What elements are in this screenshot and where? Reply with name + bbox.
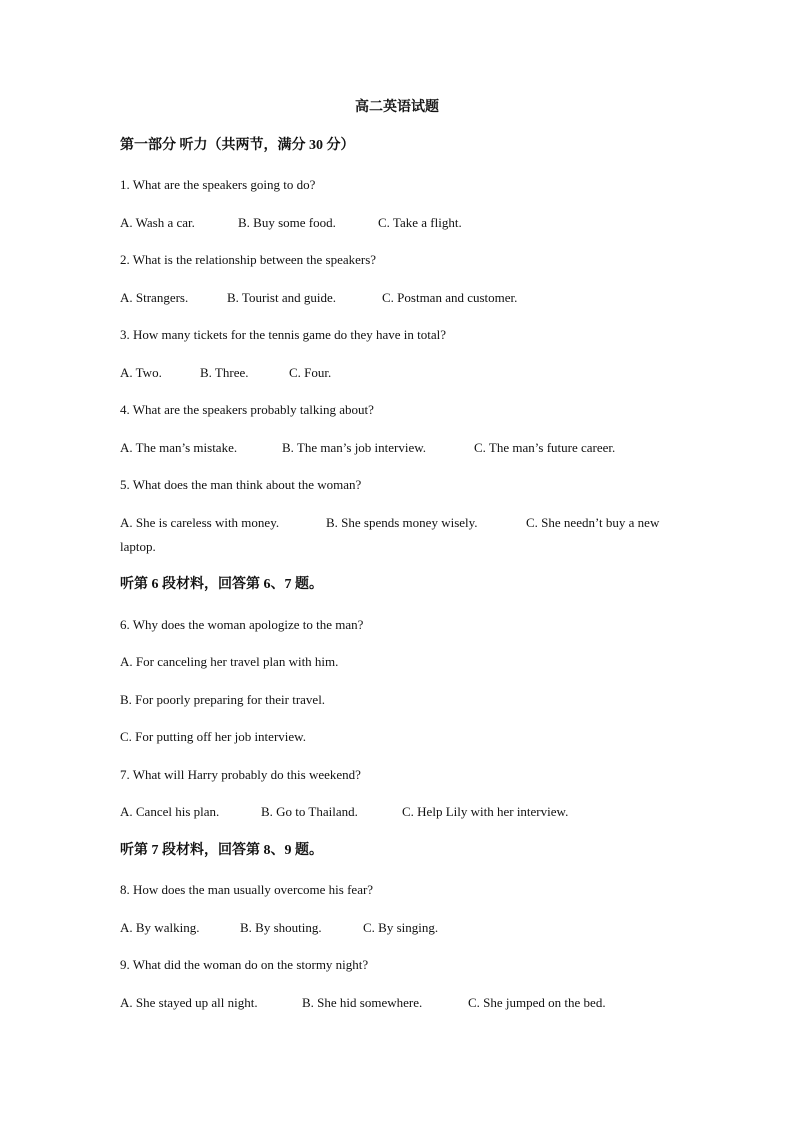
option-b: B. Go to Thailand. xyxy=(261,804,358,819)
option-b: B. Three. xyxy=(200,365,249,380)
option-b: B. For poorly preparing for their travel. xyxy=(120,692,326,707)
option-b: B. She hid somewhere. xyxy=(302,995,423,1010)
option-c: C. By singing. xyxy=(363,920,439,935)
option-b: B. By shouting. xyxy=(240,920,322,935)
question-8: 8. How does the man usually overcome his fear? xyxy=(120,882,374,897)
options-4 xyxy=(120,439,616,457)
option-c: C. The man’s future career. xyxy=(474,440,616,455)
option-a: A. She is careless with money. xyxy=(120,515,280,530)
option-a: A. Cancel his plan. xyxy=(120,804,220,819)
options-2 xyxy=(120,289,518,307)
options-7 xyxy=(120,803,569,821)
option-a: A. Two. xyxy=(120,365,162,380)
section-heading-6-7: 听第 6 段材料，回答第 6、7 题。 xyxy=(120,577,323,592)
options-5 xyxy=(120,514,660,532)
options-1 xyxy=(120,214,462,232)
option-c: C. For putting off her job interview. xyxy=(120,729,306,744)
question-5: 5. What does the man think about the woman? xyxy=(120,477,362,492)
question-4: 4. What are the speakers probably talking about? xyxy=(120,402,374,417)
option-c: C. Take a flight. xyxy=(378,215,462,230)
option-c: C. Four. xyxy=(289,365,332,380)
option-c: C. Help Lily with her interview. xyxy=(402,804,569,819)
part1-heading: 第一部分 听力（共两节，满分 30 分） xyxy=(120,138,355,153)
option-c: C. She needn’t buy a new xyxy=(526,515,660,530)
question-9: 9. What did the woman do on the stormy night? xyxy=(120,957,369,972)
option-a: A. She stayed up all night. xyxy=(120,995,258,1010)
option-a: A. For canceling her travel plan with him. xyxy=(120,654,339,669)
option-c-continuation: laptop. xyxy=(120,539,156,554)
option-a: A. Wash a car. xyxy=(120,215,195,230)
option-b: B. The man’s job interview. xyxy=(282,440,427,455)
option-b: B. Buy some food. xyxy=(238,215,336,230)
option-c: C. She jumped on the bed. xyxy=(468,995,606,1010)
options-9 xyxy=(120,994,606,1012)
page-title: 高二英语试题 xyxy=(355,100,439,115)
option-c: C. Postman and customer. xyxy=(382,290,518,305)
option-a: A. Strangers. xyxy=(120,290,189,305)
question-7: 7. What will Harry probably do this weekend? xyxy=(120,767,361,782)
question-2: 2. What is the relationship between the speakers? xyxy=(120,252,377,267)
options-8 xyxy=(120,919,439,937)
section-heading-8-9: 听第 7 段材料，回答第 8、9 题。 xyxy=(120,843,323,858)
option-a: A. The man’s mistake. xyxy=(120,440,238,455)
option-b: B. Tourist and guide. xyxy=(227,290,336,305)
question-3: 3. How many tickets for the tennis game do they have in total? xyxy=(120,327,446,342)
question-1: 1. What are the speakers going to do? xyxy=(120,177,316,192)
option-a: A. By walking. xyxy=(120,920,200,935)
option-b: B. She spends money wisely. xyxy=(326,515,478,530)
options-3 xyxy=(120,364,332,382)
question-6: 6. Why does the woman apologize to the man? xyxy=(120,617,364,632)
